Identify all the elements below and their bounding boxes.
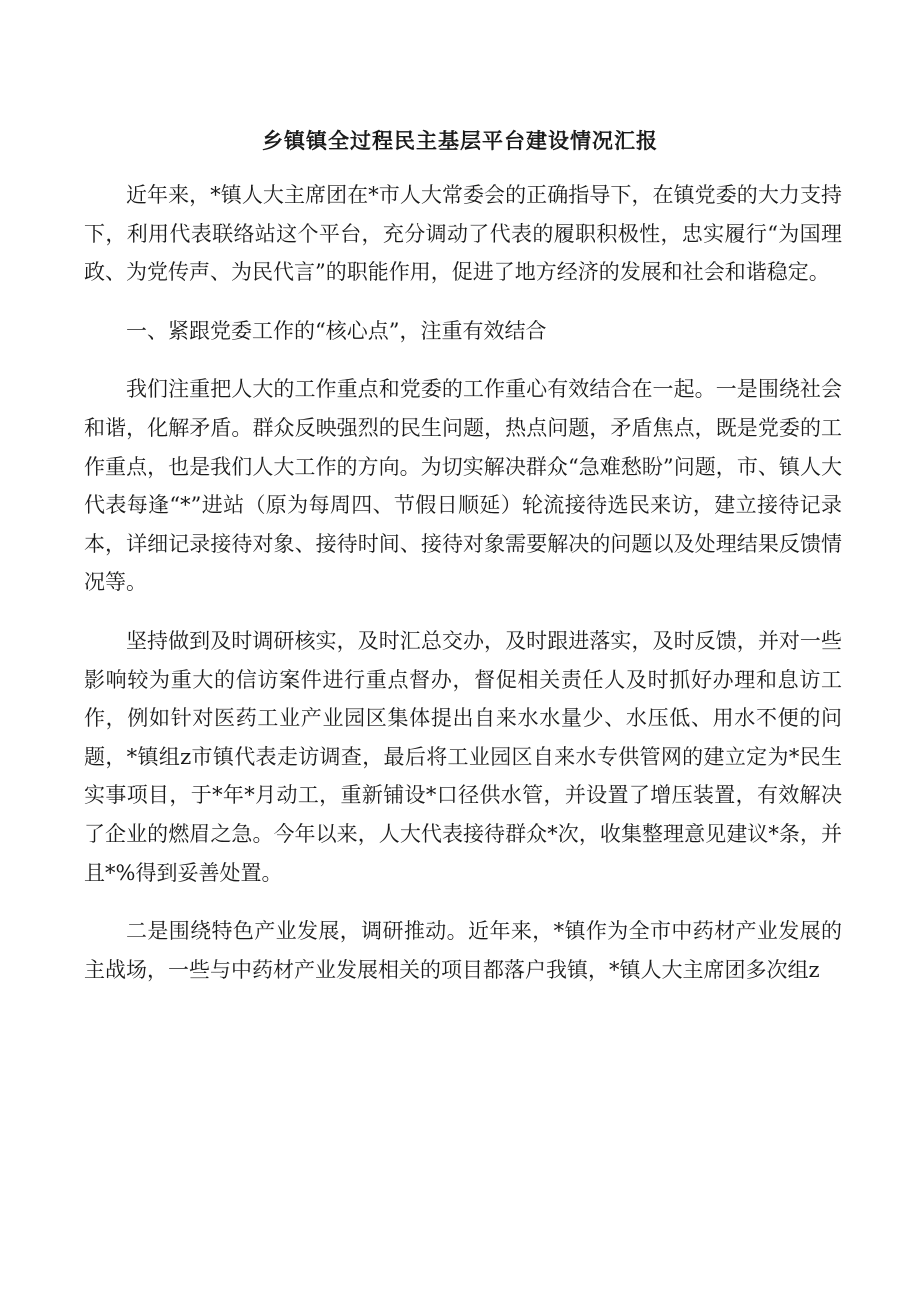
paragraph-focus: 我们注重把人大的工作重点和党委的工作重心有效结合在一起。一是围绕社会和谐，化解矛盾。群众反映强烈的民生问题，热点问题，矛盾焦点，既是党委的工作重点，也是我们人大工作的方向。为切实解决群众“急难愁盼”问题，市、镇人大代表每逢“*”进站（原为每周四、节假日顺延）轮流接待选民来访，建立接待记录本，详细记录接待对象、接待时间、接待对象需要解决的问题以及处理结果反馈情况等。 (84, 377, 842, 595)
document-title: 乡镇镇全过程民主基层平台建设情况汇报 (262, 128, 658, 153)
paragraph-followup: 坚持做到及时调研核实，及时汇总交办，及时跟进落实，及时反馈，并对一些影响较为重大的信访案件进行重点督办，督促相关责任人及时抓好办理和息访工作，例如针对医药工业产业园区集体提出自来水水量少、水压低、用水不便的问题，*镇组z市镇代表走访调查，最后将工业园区自来水专供管网的建立定为*民生实事项目，于*年*月动工，重新铺设*口径供水管，并设置了增压装置，有效解决了企业的燃眉之急。今年以来，人大代表接待群众*次，收集整理意见建议*条，并且*%得到妥善处置。 (84, 628, 842, 885)
paragraph-spacer (84, 602, 842, 622)
section-heading: 一、紧跟党委工作的“核心点”，注重有效结合 (126, 318, 547, 343)
paragraph-spacer (84, 892, 842, 912)
paragraph-spacer (84, 350, 842, 370)
paragraph-spacer (84, 292, 842, 312)
paragraph-intro: 近年来，*镇人大主席团在*市人大常委会的正确指导下，在镇党委的大力支持下，利用代表联络站这个平台，充分调动了代表的履职积极性，忠实履行“为国理政、为党传声、为民代言”的职能作用，促进了地方经济的发展和社会和谐稳定。 (84, 183, 842, 285)
paragraph-industry: 二是围绕特色产业发展，调研推动。近年来，*镇作为全市中药材产业发展的主战场，一些与中药材产业发展相关的项目都落户我镇，*镇人大主席团多次组z (84, 919, 842, 982)
document-body (84, 176, 842, 989)
